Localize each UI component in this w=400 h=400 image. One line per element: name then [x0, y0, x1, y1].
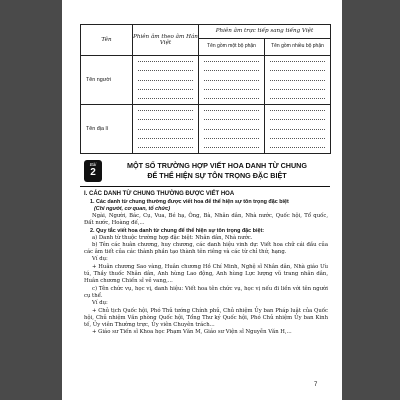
table-header-hanviet: Phiên âm theo âm Hán Việt — [133, 25, 199, 56]
item-1-heading: 1. Các danh từ chung thường được viết hoa để thể hiện sự tôn trọng đặc biệt — [90, 199, 289, 205]
answer-cell[interactable] — [199, 56, 265, 105]
section-heading: I. CÁC DANH TỪ CHUNG THƯỜNG ĐƯỢC VIẾT HOA — [84, 191, 235, 197]
table-header-multi-part: Tên gồm nhiều bộ phận — [265, 38, 331, 56]
lesson-banner — [80, 158, 330, 184]
item-2-heading: 2. Quy tắc viết hoa danh từ chung để thể hiện sự tôn trọng đặc biệt: — [90, 227, 265, 234]
table-header-direct: Phiên âm trực tiếp sang tiếng Việt — [199, 25, 331, 39]
dotted-lines — [270, 61, 325, 99]
lesson-badge-label: Bài — [89, 162, 97, 167]
dotted-lines — [204, 110, 259, 148]
example-label-2: Ví dụ: — [92, 300, 108, 307]
dotted-lines — [270, 110, 325, 148]
answer-cell[interactable] — [133, 56, 199, 105]
example-c-1: + Chủ tịch Quốc hội, Phó Thủ tướng Chính phủ, Chủ nhiệm Ủy ban Pháp luật của Quốc hội, Chủ nhiệm Văn phòng Quốc hội, Tổng Thư ký Quốc hội, Phó Chủ nhiệm Ủy ban Kinh tế, Ủy viên Thường trực, Ủy viên Chuyên trách... — [84, 307, 328, 329]
example-c-2: + Giáo sư Tiến sĩ Khoa học Phạm Văn M, Giáo sư Viện sĩ Nguyễn Văn H,... — [92, 329, 292, 336]
lesson-content — [84, 190, 328, 337]
table-row-person: Tên người — [81, 56, 133, 105]
lesson-title-line-2: ĐỂ THỂ HIỆN SỰ TÔN TRỌNG ĐẶC BIỆT — [147, 170, 287, 180]
lesson-title — [106, 161, 328, 180]
table-header-single-part: Tên gồm một bộ phận — [199, 38, 265, 56]
item-2-b: b) Tên các huân chương, huy chương, các danh hiệu vinh dự: Viết hoa chữ cái đầu của các âm tiết của các thành phần tạo thành tên riêng và các từ chỉ thứ, hạng. — [84, 241, 328, 256]
page-number: 7 — [314, 382, 318, 388]
lesson-badge — [84, 160, 102, 182]
transcription-table — [80, 24, 331, 154]
answer-cell[interactable] — [133, 105, 199, 154]
answer-cell[interactable] — [265, 105, 331, 154]
answer-cell[interactable] — [199, 105, 265, 154]
item-1-text: Ngài, Người, Bác, Cụ, Vua, Bé hạ, Ông, Bà, Nhân dân, Nhà nước, Quốc hội, Tổ quốc, Đất nước, Hoàng đế,... — [84, 213, 328, 227]
divider — [80, 186, 330, 187]
dotted-lines — [204, 61, 259, 99]
dotted-lines — [138, 61, 193, 99]
example-b: + Huân chương Sao vàng, Huân chương Hồ Chí Minh, Nghệ sĩ Nhân dân, Nhà giáo Ưu tú, Thầy thuốc Nhân dân, Anh hùng Lao động, Anh hùng Lực lượng vũ trang nhân dân, Huân chương Chiến sĩ vẻ vang,... — [84, 263, 328, 285]
example-label: Ví dụ: — [92, 256, 108, 263]
table-header-name: Tên — [81, 25, 133, 56]
table-row-place: Tên địa lí — [81, 105, 133, 154]
lesson-title-line-1: MỘT SỐ TRƯỜNG HỢP VIẾT HOA DANH TỪ CHUNG — [127, 161, 307, 170]
dotted-lines — [138, 110, 193, 148]
item-2-c: c) Tên chức vụ, học vị, danh hiệu: Viết hoa tên chức vụ, học vị nếu đi liền với tên người cụ thể. — [84, 285, 328, 299]
item-2-a: a) Danh từ thuộc trường hợp đặc biệt: Nhân dân, Nhà nước. — [92, 234, 253, 241]
item-1-note: (Chỉ người, cơ quan, tổ chức) — [94, 206, 171, 212]
document-page — [62, 0, 342, 400]
lesson-badge-number: 2 — [90, 167, 96, 178]
answer-cell[interactable] — [265, 56, 331, 105]
